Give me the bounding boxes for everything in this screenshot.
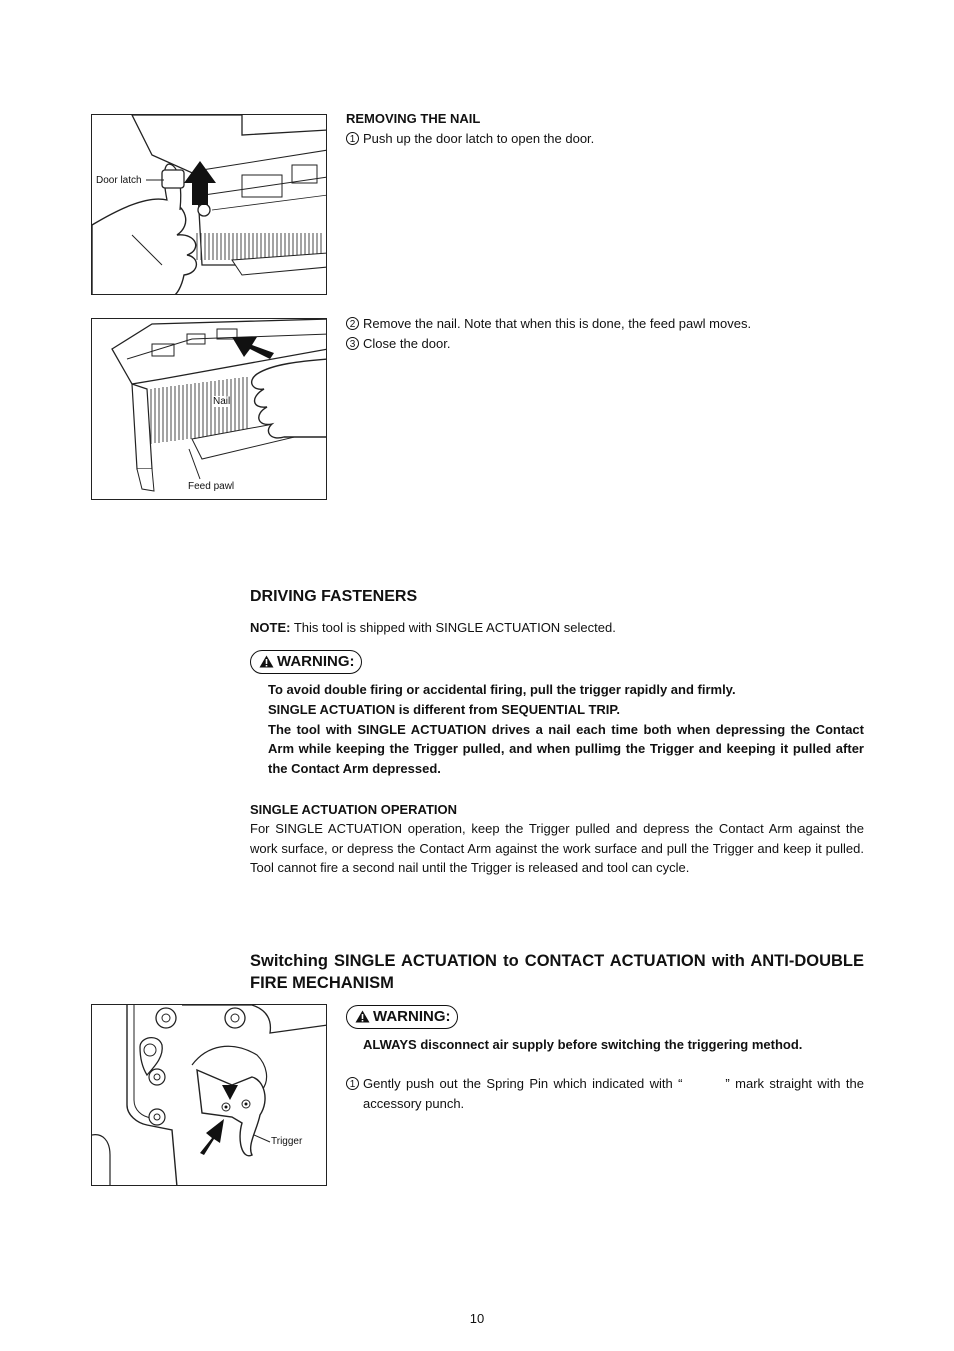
page-number: 10 [469,1311,485,1326]
warning-badge-switching [346,1005,458,1029]
single-actuation-title: SINGLE ACTUATION OPERATION [250,802,458,817]
warning-label: WARNING: [373,1008,451,1025]
switching-title: Switching SINGLE ACTUATION to CONTACT ACTUATION with ANTI-DOUBLE FIRE MECHANISM [250,952,864,992]
label-nail: Nail [213,396,231,407]
door-latch-illustration [92,115,327,295]
removing-nail-title: REMOVING THE NAIL [346,111,481,126]
note-text: This tool is shipped with SINGLE ACTUATION selected. [293,620,616,635]
remove-nail-illustration [92,319,327,500]
warning-label: WARNING: [277,653,355,670]
warning-triangle-icon [355,1010,370,1023]
note-label: NOTE: [250,620,291,635]
warning-line-3: The tool with SINGLE ACTUATION drives a nail each time both when depressing the Contact Arm while keeping the Trigger pulled, and when pullimg the Trigger and keeping it pulled after the Contact Arm depressed. [268,721,864,776]
trigger-illustration [92,1005,327,1186]
removing-nail-step-3 [346,334,866,354]
label-trigger: Trigger [271,1136,303,1147]
warning-triangle-icon [259,655,274,668]
removing-nail-step-2 [346,314,866,334]
label-feed-pawl: Feed pawl [188,481,235,492]
figure-remove-nail [91,318,327,500]
warning-badge-driving [250,650,362,674]
step-2-text: Remove the nail. Note that when this is done, the feed pawl moves. [363,316,752,331]
warning-line-2: SINGLE ACTUATION is different from SEQUENTIAL TRIP. [268,701,620,717]
removing-nail-step-1 [346,129,866,149]
driving-note [250,618,864,638]
figure-trigger [91,1004,327,1186]
step-1-text: Push up the door latch to open the door. [363,131,595,146]
single-actuation-text: For SINGLE ACTUATION operation, keep the Trigger pulled and depress the Contact Arm against the work surface, or depress the Contact Arm against the work surface and pull the Trigger and keep it pulled. Tool cannot fire a second nail until the Trigger is released and tool can cycle. [250,821,864,875]
switching-step-1 [346,1074,864,1114]
warning-text-driving [268,680,864,778]
step-number-2: 2 [346,317,359,330]
switching-warning-text: ALWAYS disconnect air supply before switching the triggering method. [363,1037,803,1052]
driving-fasteners-title: DRIVING FASTENERS [250,588,418,605]
label-door-latch: Door latch [96,175,142,186]
switching-step-1-text: Gently push out the Spring Pin which indicated with “ ” mark straight with the accessory punch. [363,1076,864,1111]
step-number-1: 1 [346,1077,359,1090]
warning-line-1: To avoid double firing or accidental firing, pull the trigger rapidly and firmly. [268,682,736,697]
step-number-1: 1 [346,132,359,145]
figure-door-latch [91,114,327,295]
step-3-text: Close the door. [363,336,451,351]
step-number-3: 3 [346,337,359,350]
